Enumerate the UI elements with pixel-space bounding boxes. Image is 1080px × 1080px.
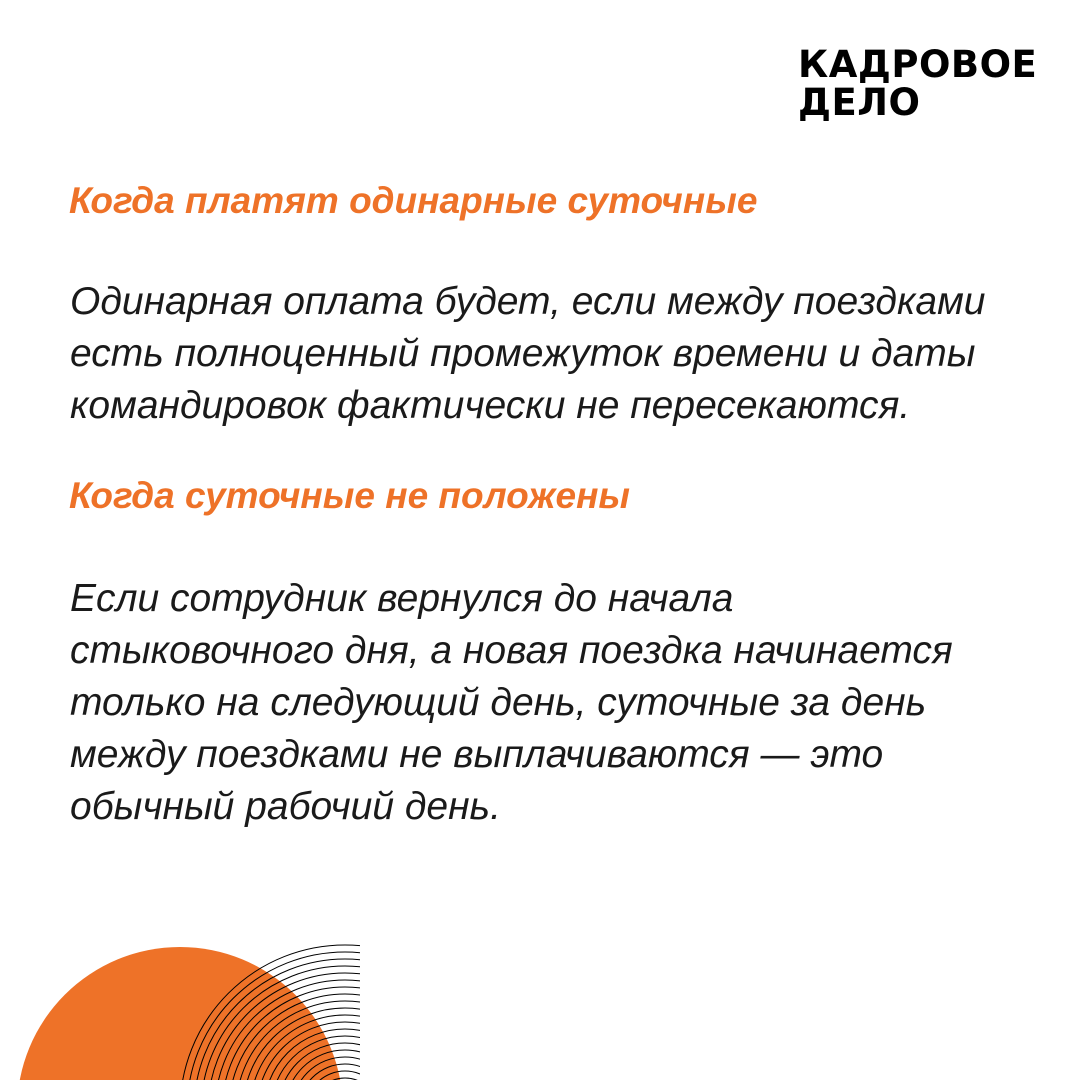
decorative-circles-graphic — [0, 920, 360, 1080]
section-heading-no-per-diem: Когда суточные не положены — [69, 475, 631, 516]
section-text-single-per-diem — [70, 276, 1060, 432]
brand-logo-line1: КАДРОВОЕ — [798, 43, 1038, 86]
brand-logo-line2: ДЕЛО — [798, 81, 921, 124]
text-line: стыковочного дня, а новая поездка начинается — [70, 629, 953, 672]
section-text-no-per-diem — [70, 573, 1060, 833]
text-line: обычный рабочий день. — [70, 785, 501, 828]
text-line: только на следующий день, суточные за день — [70, 681, 927, 724]
text-line: есть полноценный промежуток времени и даты — [70, 332, 976, 375]
text-line: Если сотрудник вернулся до начала — [70, 577, 734, 620]
text-line: Одинарная оплата будет, если между поездками — [70, 280, 986, 323]
brand-logo — [798, 43, 1038, 124]
text-line: между поездками не выплачиваются — это — [70, 733, 884, 776]
section-heading-single-per-diem: Когда платят одинарные суточные — [69, 180, 758, 221]
text-line: командировок фактически не пересекаются. — [70, 384, 911, 427]
